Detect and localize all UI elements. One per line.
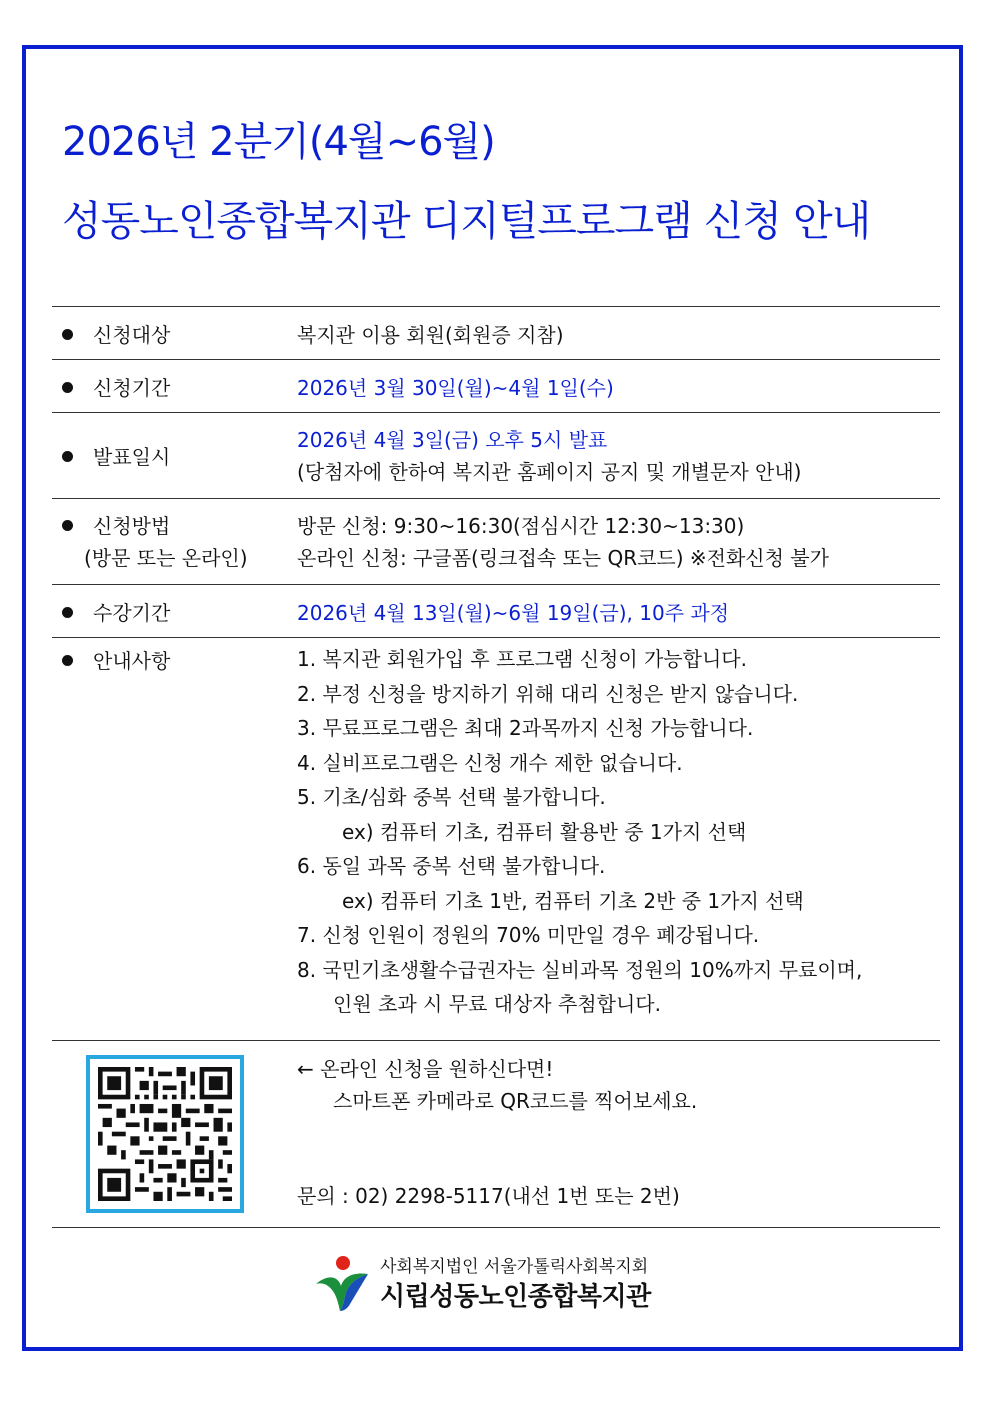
note-item: 3. 무료프로그램은 최대 2과목까지 신청 가능합니다. xyxy=(297,716,754,740)
row-target xyxy=(52,307,940,360)
contact-info: 문의 : 02) 2298-5117(내선 1번 또는 2번) xyxy=(297,1184,680,1208)
qr-code[interactable] xyxy=(86,1055,244,1213)
qr-guide-line1: ← 온라인 신청을 원하신다면! xyxy=(297,1057,554,1081)
label-target: 신청대상 xyxy=(93,322,171,347)
row-announce xyxy=(52,413,940,499)
note-example: ex) 컴퓨터 기초, 컴퓨터 활용반 중 1가지 선택 xyxy=(342,819,747,844)
note-example: ex) 컴퓨터 기초 1반, 컴퓨터 기초 2반 중 1가지 선택 xyxy=(342,888,804,913)
note-item: 6. 동일 과목 중복 선택 불가합니다. xyxy=(297,854,606,878)
value-target: 복지관 이용 회원(회원증 지참) xyxy=(297,322,564,347)
value-announce-2: (당첨자에 한하여 복지관 홈페이지 공지 및 개별문자 안내) xyxy=(297,459,802,484)
bullet-icon xyxy=(62,451,73,462)
page-title-line1: 2026년 2분기(4월~6월) xyxy=(62,119,495,165)
qr-code-icon xyxy=(98,1067,232,1201)
row-method xyxy=(52,499,940,585)
bullet-icon xyxy=(62,607,73,618)
label-course: 수강기간 xyxy=(93,600,171,625)
info-table xyxy=(52,306,940,1228)
value-period: 2026년 3월 30일(월)~4월 1일(수) xyxy=(297,375,614,400)
note-continuation: 인원 초과 시 무료 대상자 추첨합니다. xyxy=(333,992,661,1016)
note-item: 2. 부정 신청을 방지하기 위해 대리 신청은 받지 않습니다. xyxy=(297,681,799,706)
bullet-icon xyxy=(62,382,73,393)
row-course xyxy=(52,585,940,638)
org-name: 시립성동노인종합복지관 xyxy=(380,1282,651,1312)
label-method: 신청방법 xyxy=(93,513,171,538)
sublabel-method: (방문 또는 온라인) xyxy=(84,545,248,570)
value-announce-1: 2026년 4월 3일(금) 오후 5시 발표 xyxy=(297,427,608,452)
org-parent-name: 사회복지법인 서울가톨릭사회복지회 xyxy=(380,1257,649,1277)
row-qr xyxy=(52,1041,940,1228)
qr-guide-line2: 스마트폰 카메라로 QR코드를 찍어보세요. xyxy=(333,1089,698,1113)
row-period xyxy=(52,360,940,413)
note-item: 4. 실비프로그램은 신청 개수 제한 없습니다. xyxy=(297,750,683,775)
note-item: 7. 신청 인원이 정원의 70% 미만일 경우 폐강됩니다. xyxy=(297,923,760,947)
note-item: 5. 기초/심화 중복 선택 불가합니다. xyxy=(297,785,606,809)
label-period: 신청기간 xyxy=(93,375,171,400)
value-course: 2026년 4월 13일(월)~6월 19일(금), 10주 과정 xyxy=(297,600,730,625)
note-item: 8. 국민기초생활수급권자는 실비과목 정원의 10%까지 무료이며, xyxy=(297,957,863,982)
bullet-icon xyxy=(62,655,73,666)
page-title-line2: 성동노인종합복지관 디지털프로그램 신청 안내 xyxy=(62,197,871,245)
label-notes: 안내사항 xyxy=(93,649,171,673)
label-announce: 발표일시 xyxy=(93,445,171,469)
note-item: 1. 복지관 회원가입 후 프로그램 신청이 가능합니다. xyxy=(297,647,747,671)
value-method-2: 온라인 신청: 구글폼(링크접속 또는 QR코드) ※전화신청 불가 xyxy=(297,545,829,570)
row-notes xyxy=(52,638,940,1041)
footer xyxy=(314,1248,694,1318)
welfare-center-logo-icon xyxy=(314,1254,370,1312)
value-method-1: 방문 신청: 9:30~16:30(점심시간 12:30~13:30) xyxy=(297,513,745,538)
bullet-icon xyxy=(62,329,73,340)
bullet-icon xyxy=(62,520,73,531)
